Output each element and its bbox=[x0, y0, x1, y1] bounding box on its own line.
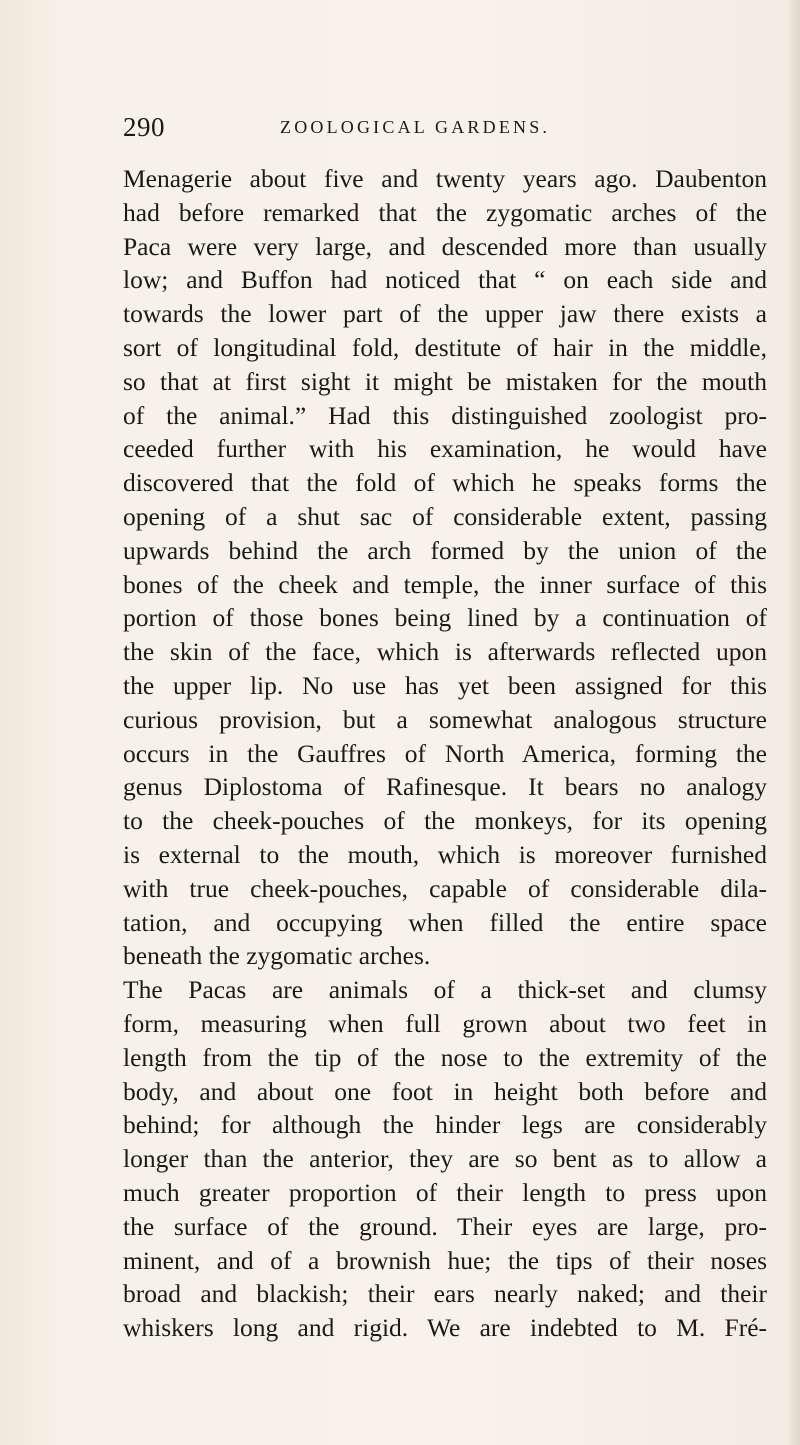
text-line: broad and blackish; their ears nearly naked; and their bbox=[123, 1279, 767, 1309]
text-line: form, measuring when full grown about two feet in bbox=[123, 1008, 767, 1038]
text-line: upwards behind the arch formed by the union of the bbox=[123, 535, 767, 565]
text-line: so that at first sight it might be mistaken for the mouth bbox=[123, 366, 767, 396]
text-line: genus Diplostoma of Rafinesque. It bears no analogy bbox=[123, 772, 767, 802]
text-line: curious provision, but a somewhat analogous structure bbox=[123, 704, 767, 734]
text-line: Paca were very large, and descended more than usually bbox=[123, 231, 767, 261]
text-line: with true cheek-pouches, capable of considerable dila- bbox=[123, 873, 767, 903]
text-line: low; and Buffon had noticed that “ on each side and bbox=[123, 265, 767, 295]
text-line: length from the tip of the nose to the extremity of the bbox=[123, 1042, 767, 1072]
text-line: is external to the mouth, which is moreover furnished bbox=[123, 839, 767, 869]
text-line: portion of those bones being lined by a continuation of bbox=[123, 603, 767, 633]
page-edge-shadow bbox=[786, 0, 800, 1445]
text-line: beneath the zygomatic arches. bbox=[123, 941, 431, 971]
page-number: 290 bbox=[123, 112, 165, 142]
text-line: the skin of the face, which is afterwards reflected upon bbox=[123, 637, 767, 667]
text-line: tation, and occupying when filled the entire space bbox=[123, 907, 767, 937]
running-head: ZOOLOGICAL GARDENS. bbox=[280, 117, 551, 137]
text-line: whiskers long and rigid. We are indebted to M. Fré- bbox=[123, 1313, 767, 1343]
text-line: Menagerie about five and twenty years ago. Daubenton bbox=[123, 164, 767, 193]
text-line: ceeded further with his examination, he would have bbox=[123, 434, 767, 464]
page-header bbox=[0, 112, 800, 146]
text-line: The Pacas are animals of a thick-set and clumsy bbox=[123, 975, 767, 1005]
text-line: to the cheek-pouches of the monkeys, for its opening bbox=[123, 806, 767, 836]
text-line: of the animal.” Had this distinguished zoologist pro- bbox=[123, 400, 767, 430]
text-line: sort of longitudinal fold, destitute of hair in the middle, bbox=[123, 332, 767, 362]
text-line: the upper lip. No use has yet been assigned for this bbox=[123, 670, 767, 700]
text-line: bones of the cheek and temple, the inner surface of this bbox=[123, 569, 767, 599]
text-line: much greater proportion of their length to press upon bbox=[123, 1177, 767, 1207]
text-line: had before remarked that the zygomatic arches of the bbox=[123, 197, 767, 227]
text-line: discovered that the fold of which he speaks forms the bbox=[123, 468, 767, 498]
text-line: the surface of the ground. Their eyes are large, pro- bbox=[123, 1211, 767, 1241]
body-text bbox=[123, 162, 767, 1345]
text-line: occurs in the Gauffres of North America, forming the bbox=[123, 738, 767, 768]
text-line: body, and about one foot in height both before and bbox=[123, 1076, 767, 1106]
text-line: towards the lower part of the upper jaw there exists a bbox=[123, 299, 767, 329]
text-line: opening of a shut sac of considerable extent, passing bbox=[123, 501, 767, 531]
text-line: behind; for although the hinder legs are considerably bbox=[123, 1110, 767, 1140]
text-line: minent, and of a brownish hue; the tips of their noses bbox=[123, 1245, 767, 1275]
text-line: longer than the anterior, they are so bent as to allow a bbox=[123, 1144, 767, 1174]
